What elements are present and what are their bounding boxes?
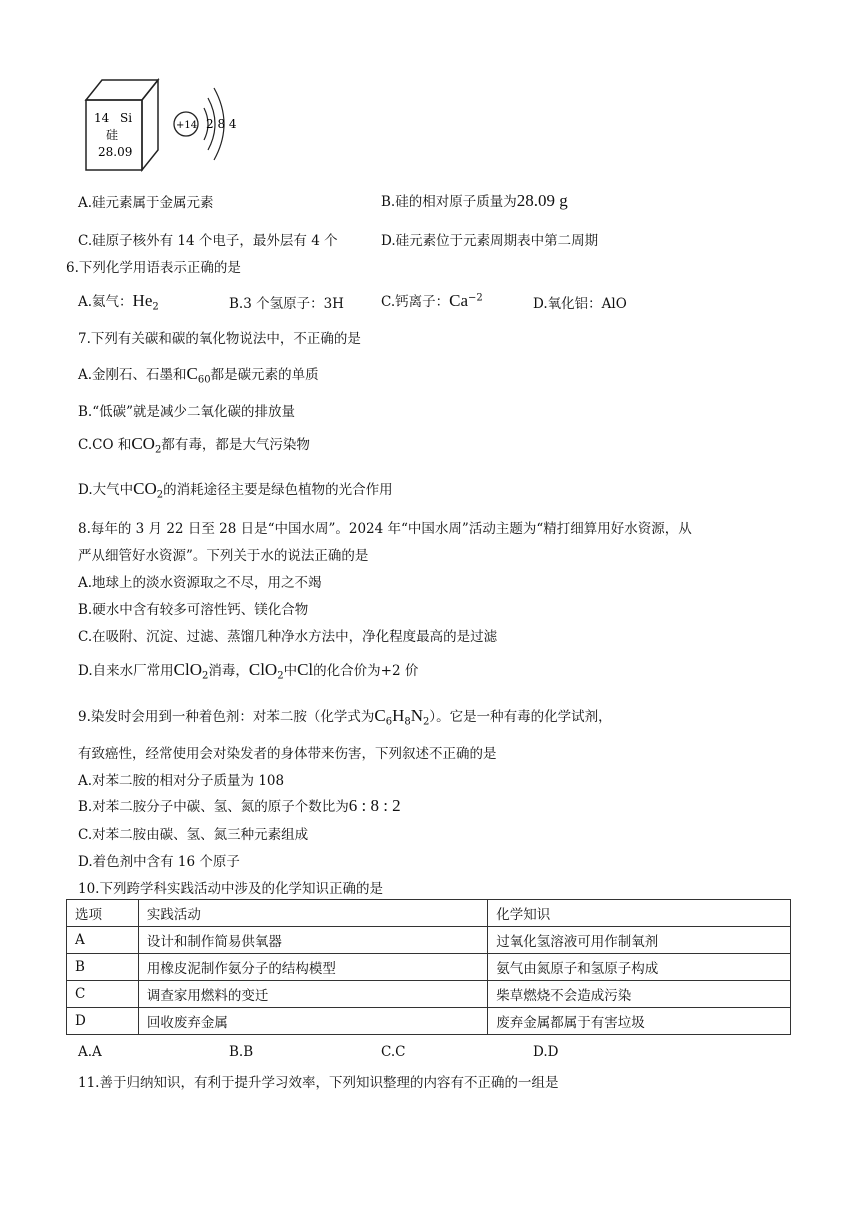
q5-option-a: A.硅元素属于金属元素 xyxy=(78,195,214,211)
q10-option-d: D.D xyxy=(533,1044,559,1060)
shell-electrons: 2 8 4 xyxy=(206,117,237,131)
q9-stem-line2: 有致癌性，经常使用会对染发者的身体带来伤害，下列叙述不正确的是 xyxy=(78,746,497,762)
table-header-cell: 化学知识 xyxy=(488,900,791,927)
table-header-cell: 选项 xyxy=(67,900,139,927)
table-header-cell: 实践活动 xyxy=(138,900,487,927)
q8-stem-line1: 8.每年的 3 月 22 日至 28 日是“中国水周”。2024 年“中国水周”活动主题为“精打细算用好水资源，从 xyxy=(78,521,692,537)
q10-stem: 10.下列跨学科实践活动中涉及的化学知识正确的是 xyxy=(78,881,383,897)
q8-stem-line2: 严从细管好水资源”。下列关于水的说法正确的是 xyxy=(78,548,369,564)
table-header-row xyxy=(67,900,791,927)
q10-option-b: B.B xyxy=(229,1044,254,1060)
q7-option-c: C.CO 和$CO_2$都有毒，都是大气污染物 xyxy=(78,434,310,456)
q6-option-a: A.氦气：$He_2$ xyxy=(78,291,159,313)
q7-option-d: D.大气中$CO_2$的消耗途径主要是绿色植物的光合作用 xyxy=(78,479,393,501)
q8-option-c: C.在吸附、沉淀、过滤、蒸馏几种净水方法中，净化程度最高的是过滤 xyxy=(78,629,498,645)
table-cell: 用橡皮泥制作氨分子的结构模型 xyxy=(138,954,487,981)
table-row xyxy=(67,981,791,1008)
cell-mass: 28.09 xyxy=(98,145,133,159)
q5-option-c: C.硅原子核外有 14 个电子，最外层有 4 个 xyxy=(78,233,338,249)
table-cell: 废弃金属都属于有害垃圾 xyxy=(488,1008,791,1035)
q5-option-b: B.硅的相对原子质量为28.09 g xyxy=(381,191,568,210)
nucleus-charge: +14 xyxy=(176,120,198,131)
cell-symbol: Si xyxy=(120,111,133,125)
table-cell: 设计和制作简易供氧器 xyxy=(138,927,487,954)
q6-option-d: D.氧化铝：AlO xyxy=(533,296,627,312)
q9-option-d: D.着色剂中含有 16 个原子 xyxy=(78,854,240,870)
q9-option-b: B.对苯二胺分子中碳、氢、氮的原子个数比为6 : 8 : 2 xyxy=(78,796,401,815)
q11-stem: 11.善于归纳知识，有利于提升学习效率，下列知识整理的内容有不正确的一组是 xyxy=(78,1075,559,1091)
table-cell: 氨气由氮原子和氢原子构成 xyxy=(488,954,791,981)
table-cell: 调查家用燃料的变迁 xyxy=(138,981,487,1008)
q10-option-c: C.C xyxy=(381,1044,406,1060)
table-cell: 回收废弃金属 xyxy=(138,1008,487,1035)
silicon-figure xyxy=(80,70,250,174)
table-cell: 柴草燃烧不会造成污染 xyxy=(488,981,791,1008)
table-row xyxy=(67,954,791,981)
q10-table xyxy=(66,899,791,1035)
q8-option-d: D.自来水厂常用ClO$_2$消毒，ClO$_2$中Cl的化合价为+2 价 xyxy=(78,660,419,682)
q8-option-b: B.硬水中含有较多可溶性钙、镁化合物 xyxy=(78,602,309,618)
table-row xyxy=(67,927,791,954)
table-cell: A xyxy=(67,927,139,954)
q6-option-c: C.钙离子：$Ca^{-2}$ xyxy=(381,291,483,310)
table-row xyxy=(67,1008,791,1035)
cell-number: 14 xyxy=(94,111,110,125)
q9-stem-line1: 9.染发时会用到一种着色剂：对苯二胺（化学式为$C_6H_8N_2$）。它是一种有毒的化学试剂， xyxy=(78,706,612,728)
q10-option-a: A.A xyxy=(78,1044,102,1060)
q6-stem: 6.下列化学用语表示正确的是 xyxy=(66,260,241,276)
table-cell: B xyxy=(67,954,139,981)
table-cell: 过氧化氢溶液可用作制氧剂 xyxy=(488,927,791,954)
q7-option-a: A.金刚石、石墨和$C_{60}$都是碳元素的单质 xyxy=(78,364,319,386)
cell-name: 硅 xyxy=(106,128,119,142)
q6-option-b: B.3 个氢原子：3H xyxy=(229,296,344,312)
q5-option-d: D.硅元素位于元素周期表中第二周期 xyxy=(381,233,599,249)
q7-stem: 7.下列有关碳和碳的氧化物说法中，不正确的是 xyxy=(78,331,361,347)
q9-option-c: C.对苯二胺由碳、氢、氮三种元素组成 xyxy=(78,827,309,843)
table-cell: C xyxy=(67,981,139,1008)
table-cell: D xyxy=(67,1008,139,1035)
q8-option-a: A.地球上的淡水资源取之不尽，用之不竭 xyxy=(78,575,322,591)
q9-option-a: A.对苯二胺的相对分子质量为 108 xyxy=(78,773,285,789)
q7-option-b: B.“低碳”就是减少二氧化碳的排放量 xyxy=(78,404,296,420)
